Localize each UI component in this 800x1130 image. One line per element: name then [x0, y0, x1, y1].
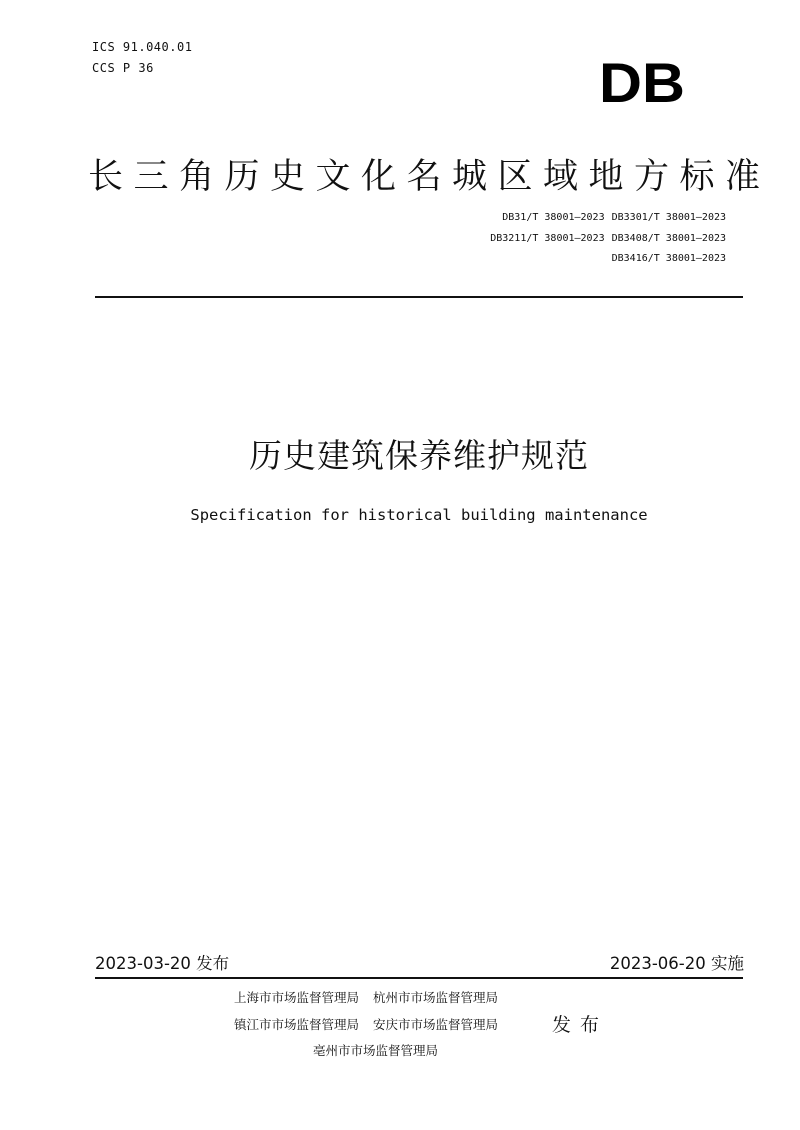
- document-title-english: Specification for historical building maintenance: [190, 506, 648, 524]
- effective-date: 2023-06-20 实施: [609, 954, 744, 973]
- standard-type-heading: 长三角历史文化名城区域地方标准: [88, 157, 771, 197]
- document-title: 历史建筑保养维护规范: [249, 436, 589, 475]
- standard-codes-row-2: [490, 233, 726, 245]
- standard-code: DB3416/T 38001—2023: [611, 253, 726, 264]
- db-logo-text: DB: [599, 58, 685, 104]
- standard-codes-row-3: [612, 253, 726, 265]
- ccs-code: CCS P 36: [92, 61, 154, 75]
- standard-codes-row-1: [502, 212, 726, 224]
- publisher: 亳州市市场监督管理局: [313, 1043, 439, 1058]
- standard-code: DB3211/T 38001—2023: [490, 233, 605, 244]
- standard-code: DB3408/T 38001—2023: [611, 233, 726, 244]
- publisher: 镇江市市场监督管理局: [234, 1017, 360, 1032]
- publishers-row-3: [313, 1043, 438, 1059]
- standard-code: DB3301/T 38001—2023: [611, 212, 726, 223]
- ics-code: ICS 91.040.01: [92, 40, 193, 54]
- publishers-row-2: [234, 1017, 498, 1033]
- publishers-row-1: [234, 990, 498, 1006]
- issue-date: 2023-03-20 发布: [95, 954, 230, 973]
- publisher: 杭州市市场监督管理局: [373, 990, 499, 1005]
- publisher: 上海市市场监督管理局: [234, 990, 360, 1005]
- standard-code: DB31/T 38001—2023: [502, 212, 605, 223]
- publisher: 安庆市市场监督管理局: [373, 1017, 499, 1032]
- top-divider: [95, 296, 743, 298]
- publish-label: 发布: [552, 1014, 609, 1036]
- bottom-divider: [95, 977, 743, 979]
- db-logo: [598, 58, 686, 104]
